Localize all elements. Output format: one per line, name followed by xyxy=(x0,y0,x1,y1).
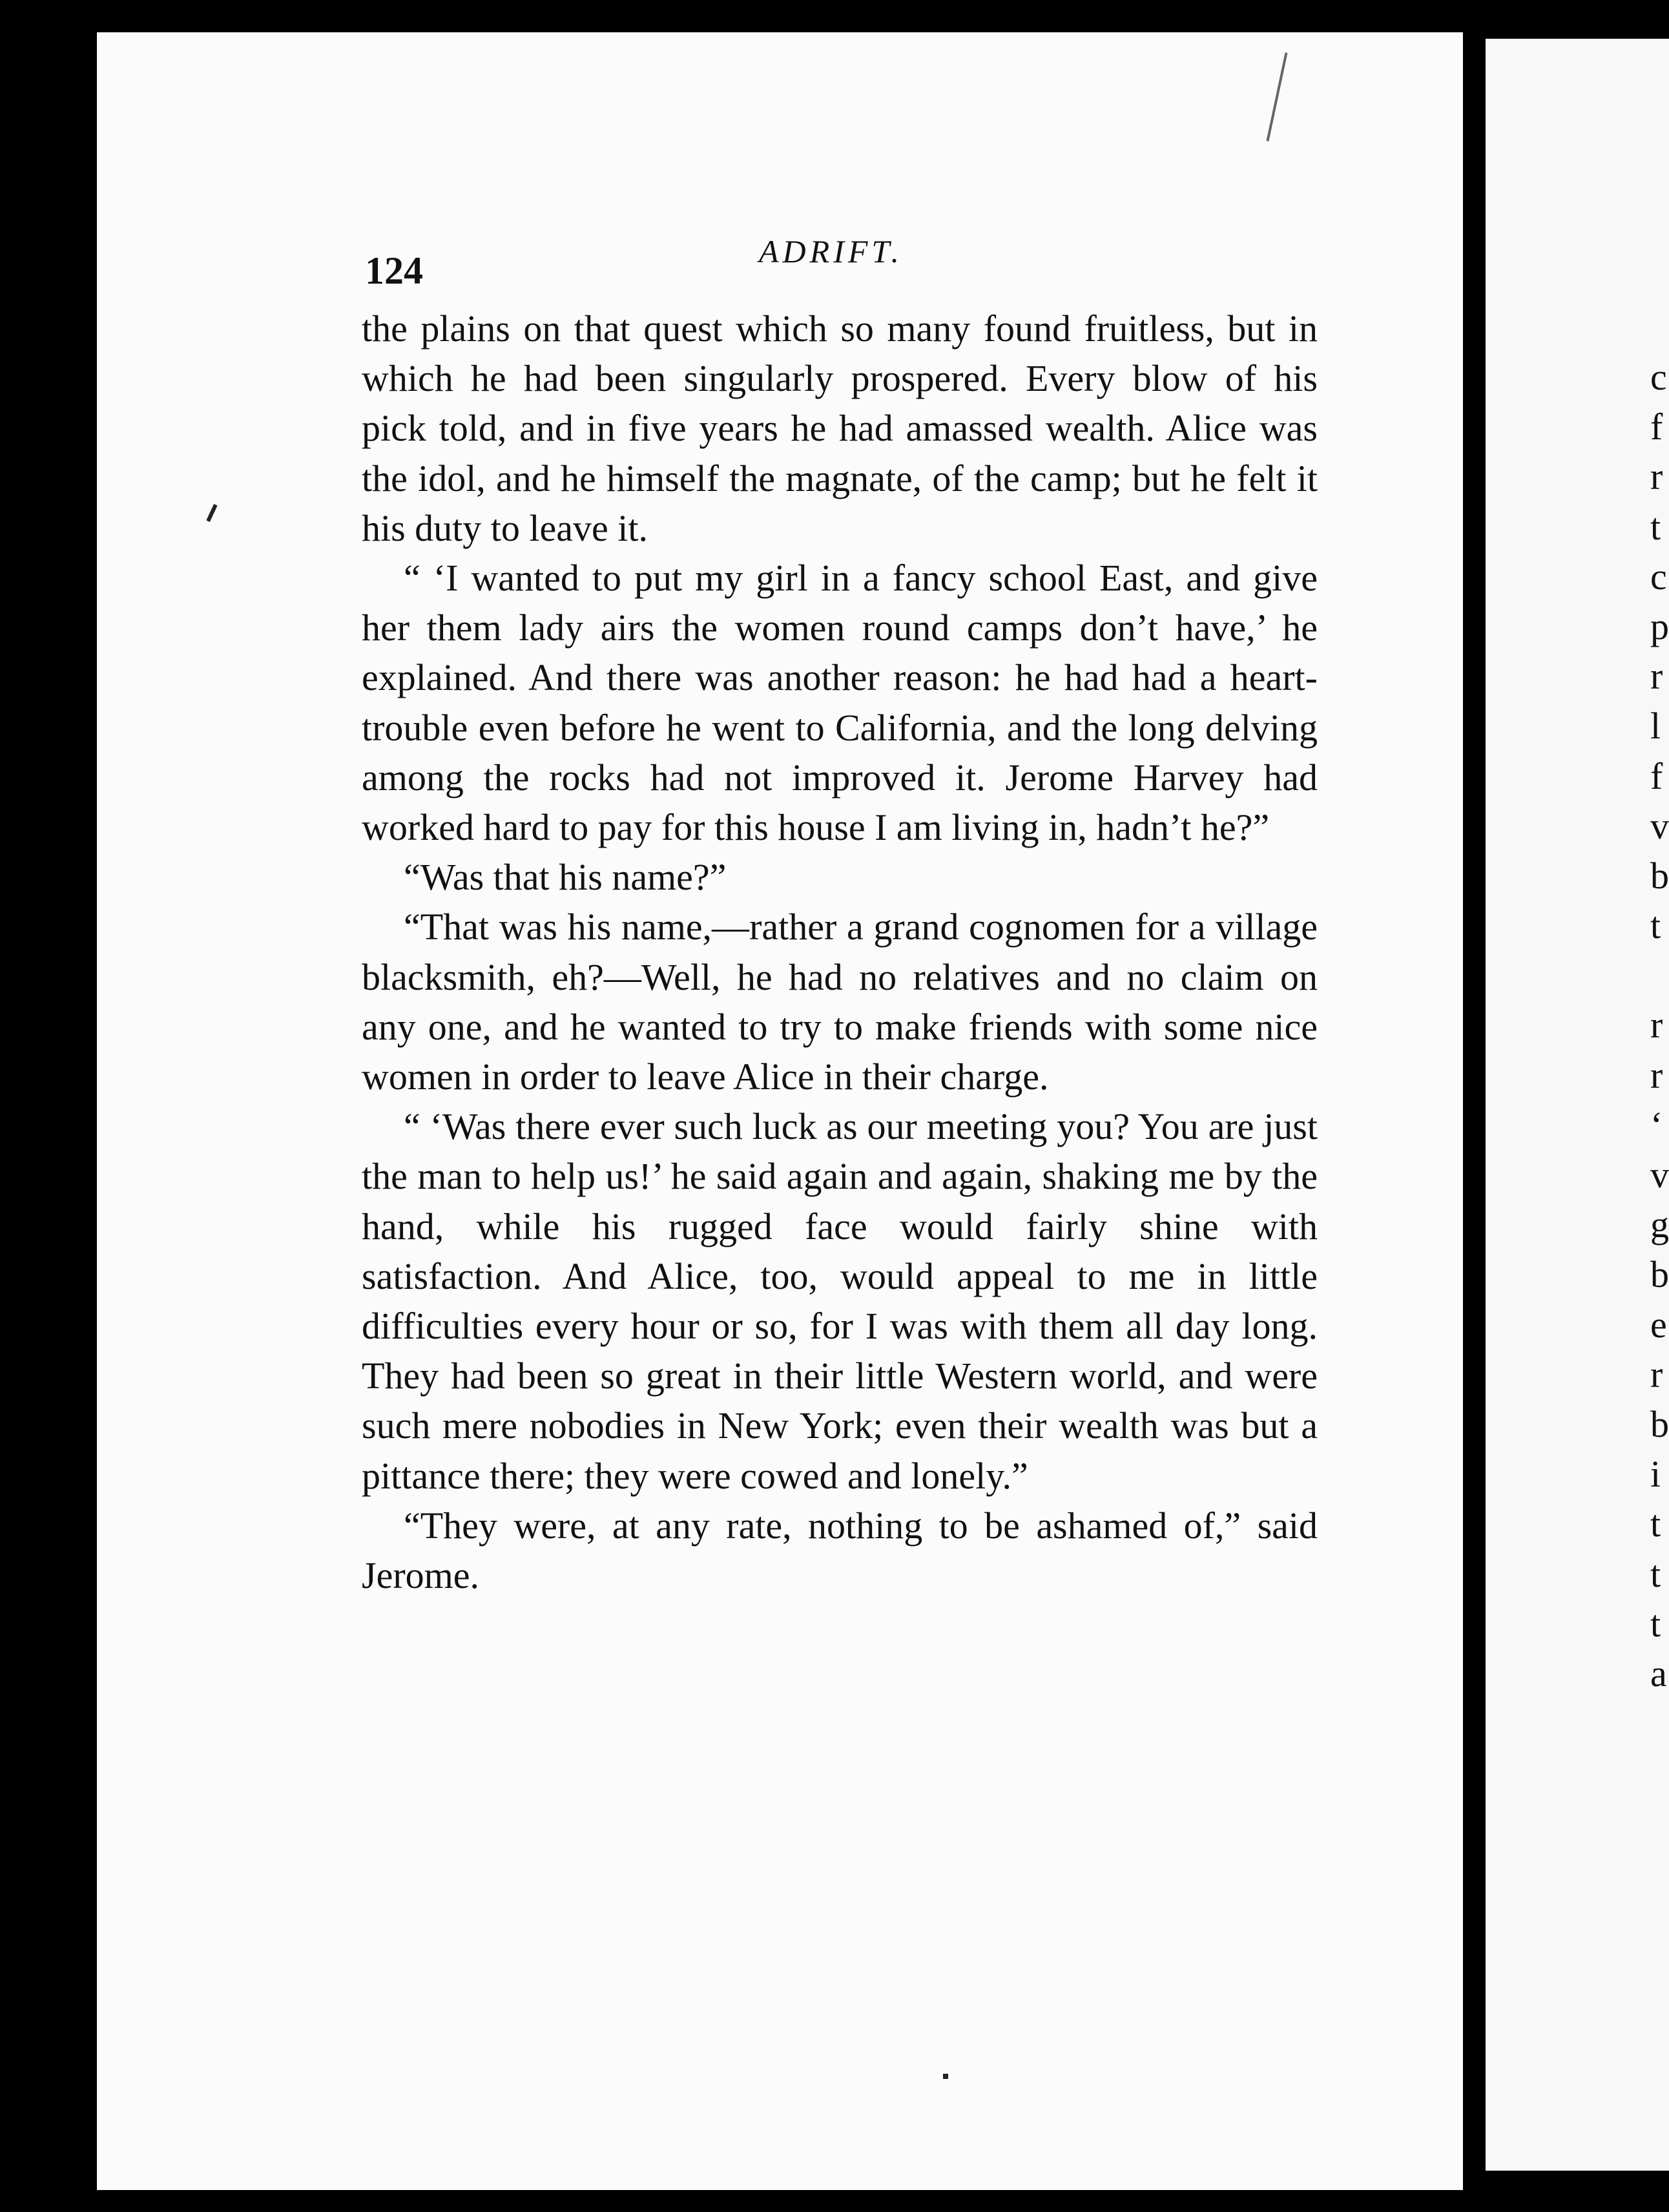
page-number: 124 xyxy=(365,249,423,292)
facing-page-fragment: r xyxy=(1650,655,1663,698)
paragraph: “They were, at any rate, nothing to be ashamed of,” said Jerome. xyxy=(362,1504,1318,1597)
facing-page-fragment: b xyxy=(1650,1403,1669,1445)
paragraph: “That was his name,—rather a grand cognomen for a village blacksmith, eh?—Well, he had no relatives and no claim on any one, and he wanted to try to make friends with some nice women in order to leave Alice in their charge. xyxy=(362,906,1318,1098)
facing-page-fragment: i xyxy=(1650,1453,1661,1496)
facing-page-fragment: v xyxy=(1650,804,1669,847)
facing-page-fragment: t xyxy=(1650,1602,1661,1645)
paragraph: “ ‘Was there ever such luck as our meeting you? You are just the man to help us!’ he said again and again, shaking me by the hand, while his rugged face would fairly shine with satisfaction. And Alice, too, would appeal to me in little difficulties every hour or so, for I was with them all day long. They had been so great in their little Western world, and were such mere nobodies in New York; even their wealth was but a pittance there; they were cowed and lonely.” xyxy=(362,1105,1318,1497)
facing-page-fragment: f xyxy=(1650,755,1663,797)
facing-page-fragment: r xyxy=(1650,1054,1663,1096)
facing-page-fragment: r xyxy=(1650,1353,1663,1395)
facing-page-fragment: b xyxy=(1650,854,1669,897)
facing-page-fragment: a xyxy=(1650,1652,1667,1695)
facing-page-fragment: l xyxy=(1650,705,1661,747)
facing-page-fragment: f xyxy=(1650,406,1663,448)
facing-page-fragment: c xyxy=(1650,356,1667,398)
facing-page-fragment: c xyxy=(1650,555,1667,598)
facing-page-fragment: t xyxy=(1650,1503,1661,1545)
right-page-edge xyxy=(1486,39,1669,2171)
facing-page-fragment: r xyxy=(1650,1004,1663,1047)
scan-speck xyxy=(943,2074,948,2079)
facing-page-fragment: b xyxy=(1650,1253,1669,1296)
facing-page-text-fragments xyxy=(1650,352,1669,1698)
facing-page-fragment: r xyxy=(1650,455,1663,498)
facing-page-fragment: t xyxy=(1650,505,1661,548)
facing-page-fragment: v xyxy=(1650,1154,1669,1196)
facing-page-fragment: t xyxy=(1650,904,1661,947)
body-text xyxy=(362,304,1318,1600)
facing-page-fragment: t xyxy=(1650,1552,1661,1595)
paragraph: “Was that his name?” xyxy=(404,856,727,899)
paragraph: “ ‘I wanted to put my girl in a fancy school East, and give her them lady airs the women round camps don’t have,’ he explained. And there was another reason: he had had a heart-trouble even before he went to California, and the long delving among the rocks had not improved it. Jerome Harvey had worked hard to pay for this house I am living in, hadn’t he?” xyxy=(362,557,1318,849)
running-head: ADRIFT. xyxy=(759,233,903,269)
facing-page-fragment: e xyxy=(1650,1303,1667,1346)
facing-page-fragment xyxy=(1650,950,1669,1000)
facing-page-fragment: ‘ xyxy=(1650,1103,1663,1146)
book-gutter xyxy=(1463,0,1486,2212)
facing-page-fragment: p xyxy=(1650,605,1669,647)
paragraph: the plains on that quest which so many found fruitless, but in which he had been singularly prospered. Every blow of his pick told, and in five years he had amassed wealth. Alice was the idol, and he himself the magnate, of the camp; but he felt it his duty to leave it. xyxy=(362,308,1318,549)
facing-page-fragment: g xyxy=(1650,1204,1669,1246)
